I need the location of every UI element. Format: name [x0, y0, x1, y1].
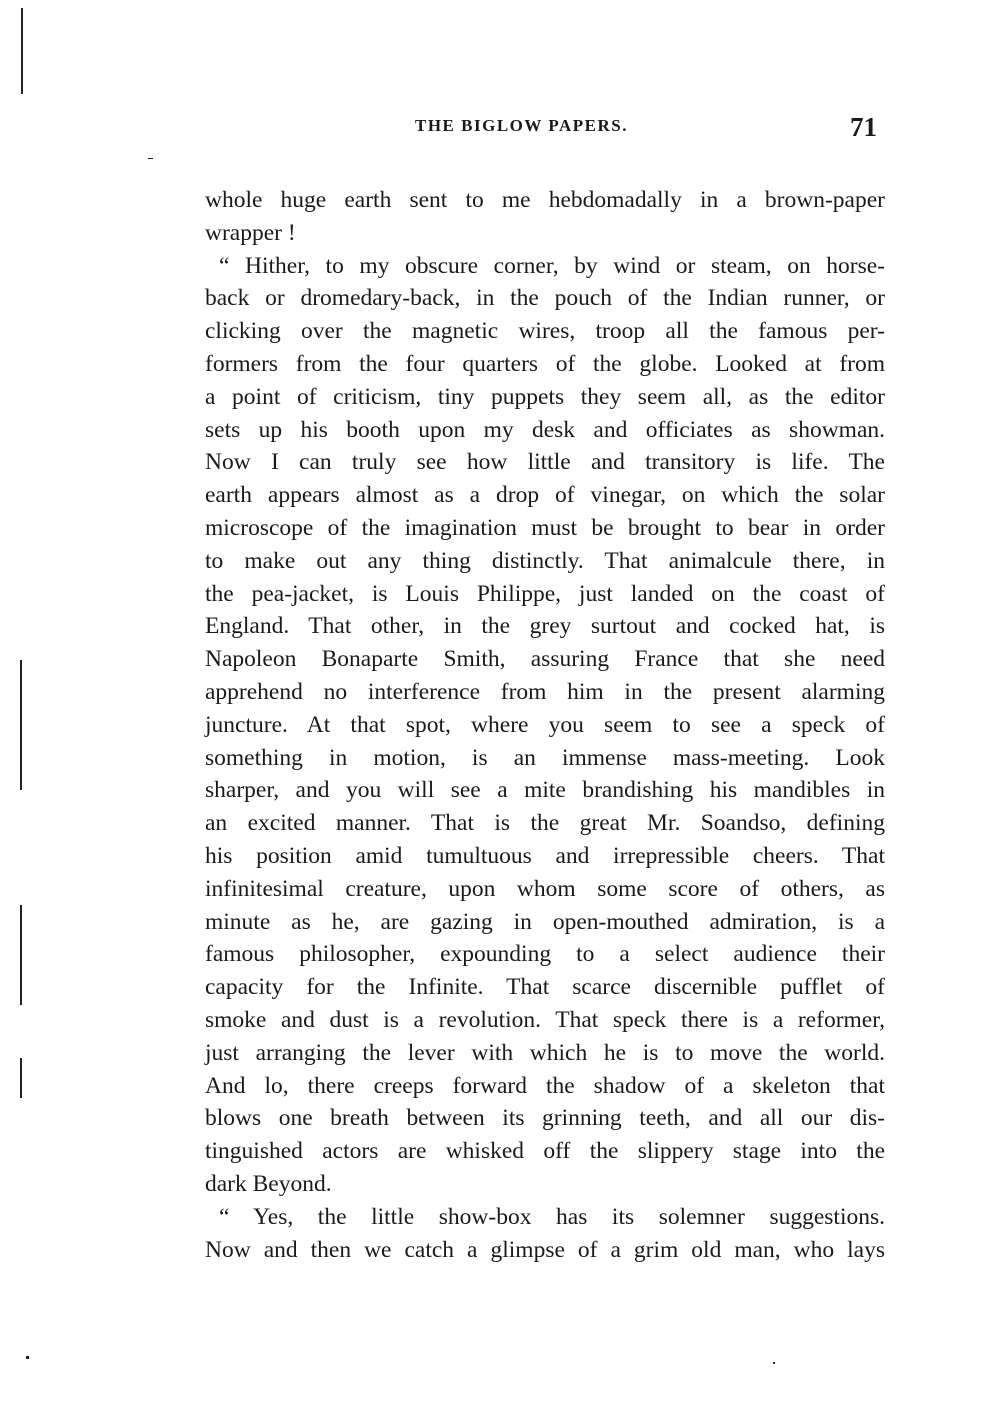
running-head: [205, 112, 885, 142]
running-title: THE BIGLOW PAPERS.: [415, 116, 628, 135]
text-line: And lo, there creeps forward the shadow of a skeleton that: [205, 1072, 885, 1099]
text-line: Now I can truly see how little and transitory is life. The: [205, 449, 885, 476]
scan-mark: [20, 660, 22, 790]
text-line: tinguished actors are whisked off the slippery stage into the: [205, 1138, 885, 1165]
text-line: formers from the four quarters of the globe. Looked at from: [205, 350, 885, 377]
text-line: his position amid tumultuous and irrepressible cheers. That: [205, 842, 885, 869]
paragraph-start-line: “ Yes, the little show-box has its solemner suggestions.: [219, 1203, 885, 1230]
text-line: dark Beyond.: [205, 1170, 332, 1197]
text-line: blows one breath between its grinning teeth, and all our dis-: [205, 1105, 885, 1132]
text-line: England. That other, in the grey surtout and cocked hat, is: [205, 613, 885, 640]
text-line: Now and then we catch a glimpse of a grim old man, who lays: [205, 1236, 885, 1263]
text-line: back or dromedary-back, in the pouch of the Indian runner, or: [205, 285, 885, 312]
text-line: to make out any thing distinctly. That animalcule there, in: [205, 547, 885, 574]
scan-mark: [21, 8, 23, 94]
text-line: apprehend no interference from him in the present alarming: [205, 678, 885, 705]
text-line: an excited manner. That is the great Mr. Soandso, defining: [205, 810, 885, 837]
paragraph-start-line: “ Hither, to my obscure corner, by wind or steam, on horse-: [219, 252, 885, 279]
scan-mark: [148, 158, 153, 159]
body-text: [205, 184, 885, 1266]
text-line: clicking over the magnetic wires, troop all the famous per-: [205, 318, 885, 345]
scan-mark: [773, 1362, 775, 1364]
text-line: wrapper !: [205, 219, 296, 246]
scan-mark: [20, 1058, 22, 1098]
text-line: sets up his booth upon my desk and officiates as showman.: [205, 416, 885, 443]
text-line: infinitesimal creature, upon whom some score of others, as: [205, 875, 885, 902]
text-line: famous philosopher, expounding to a select audience their: [205, 941, 885, 968]
text-line: whole huge earth sent to me hebdomadally in a brown-paper: [205, 187, 885, 213]
text-line: minute as he, are gazing in open-mouthed admiration, is a: [205, 908, 885, 935]
text-line: capacity for the Infinite. That scarce discernible pufflet of: [205, 974, 885, 1001]
text-line: the pea-jacket, is Louis Philippe, just landed on the coast of: [205, 580, 885, 607]
text-line: sharper, and you will see a mite brandishing his mandibles in: [205, 777, 885, 804]
text-line: earth appears almost as a drop of vinegar, on which the solar: [205, 482, 885, 509]
scan-mark: [26, 1356, 29, 1359]
text-line: smoke and dust is a revolution. That speck there is a reformer,: [205, 1006, 885, 1033]
text-line: microscope of the imagination must be brought to bear in order: [205, 514, 885, 541]
text-line: Napoleon Bonaparte Smith, assuring France that she need: [205, 646, 885, 673]
page-number: 71: [850, 112, 877, 142]
text-line: a point of criticism, tiny puppets they seem all, as the editor: [205, 383, 885, 410]
text-line: juncture. At that spot, where you seem to see a speck of: [205, 711, 885, 738]
text-line: just arranging the lever with which he is to move the world.: [205, 1039, 885, 1066]
scan-mark: [20, 905, 22, 1005]
text-line: something in motion, is an immense mass-meeting. Look: [205, 744, 885, 771]
